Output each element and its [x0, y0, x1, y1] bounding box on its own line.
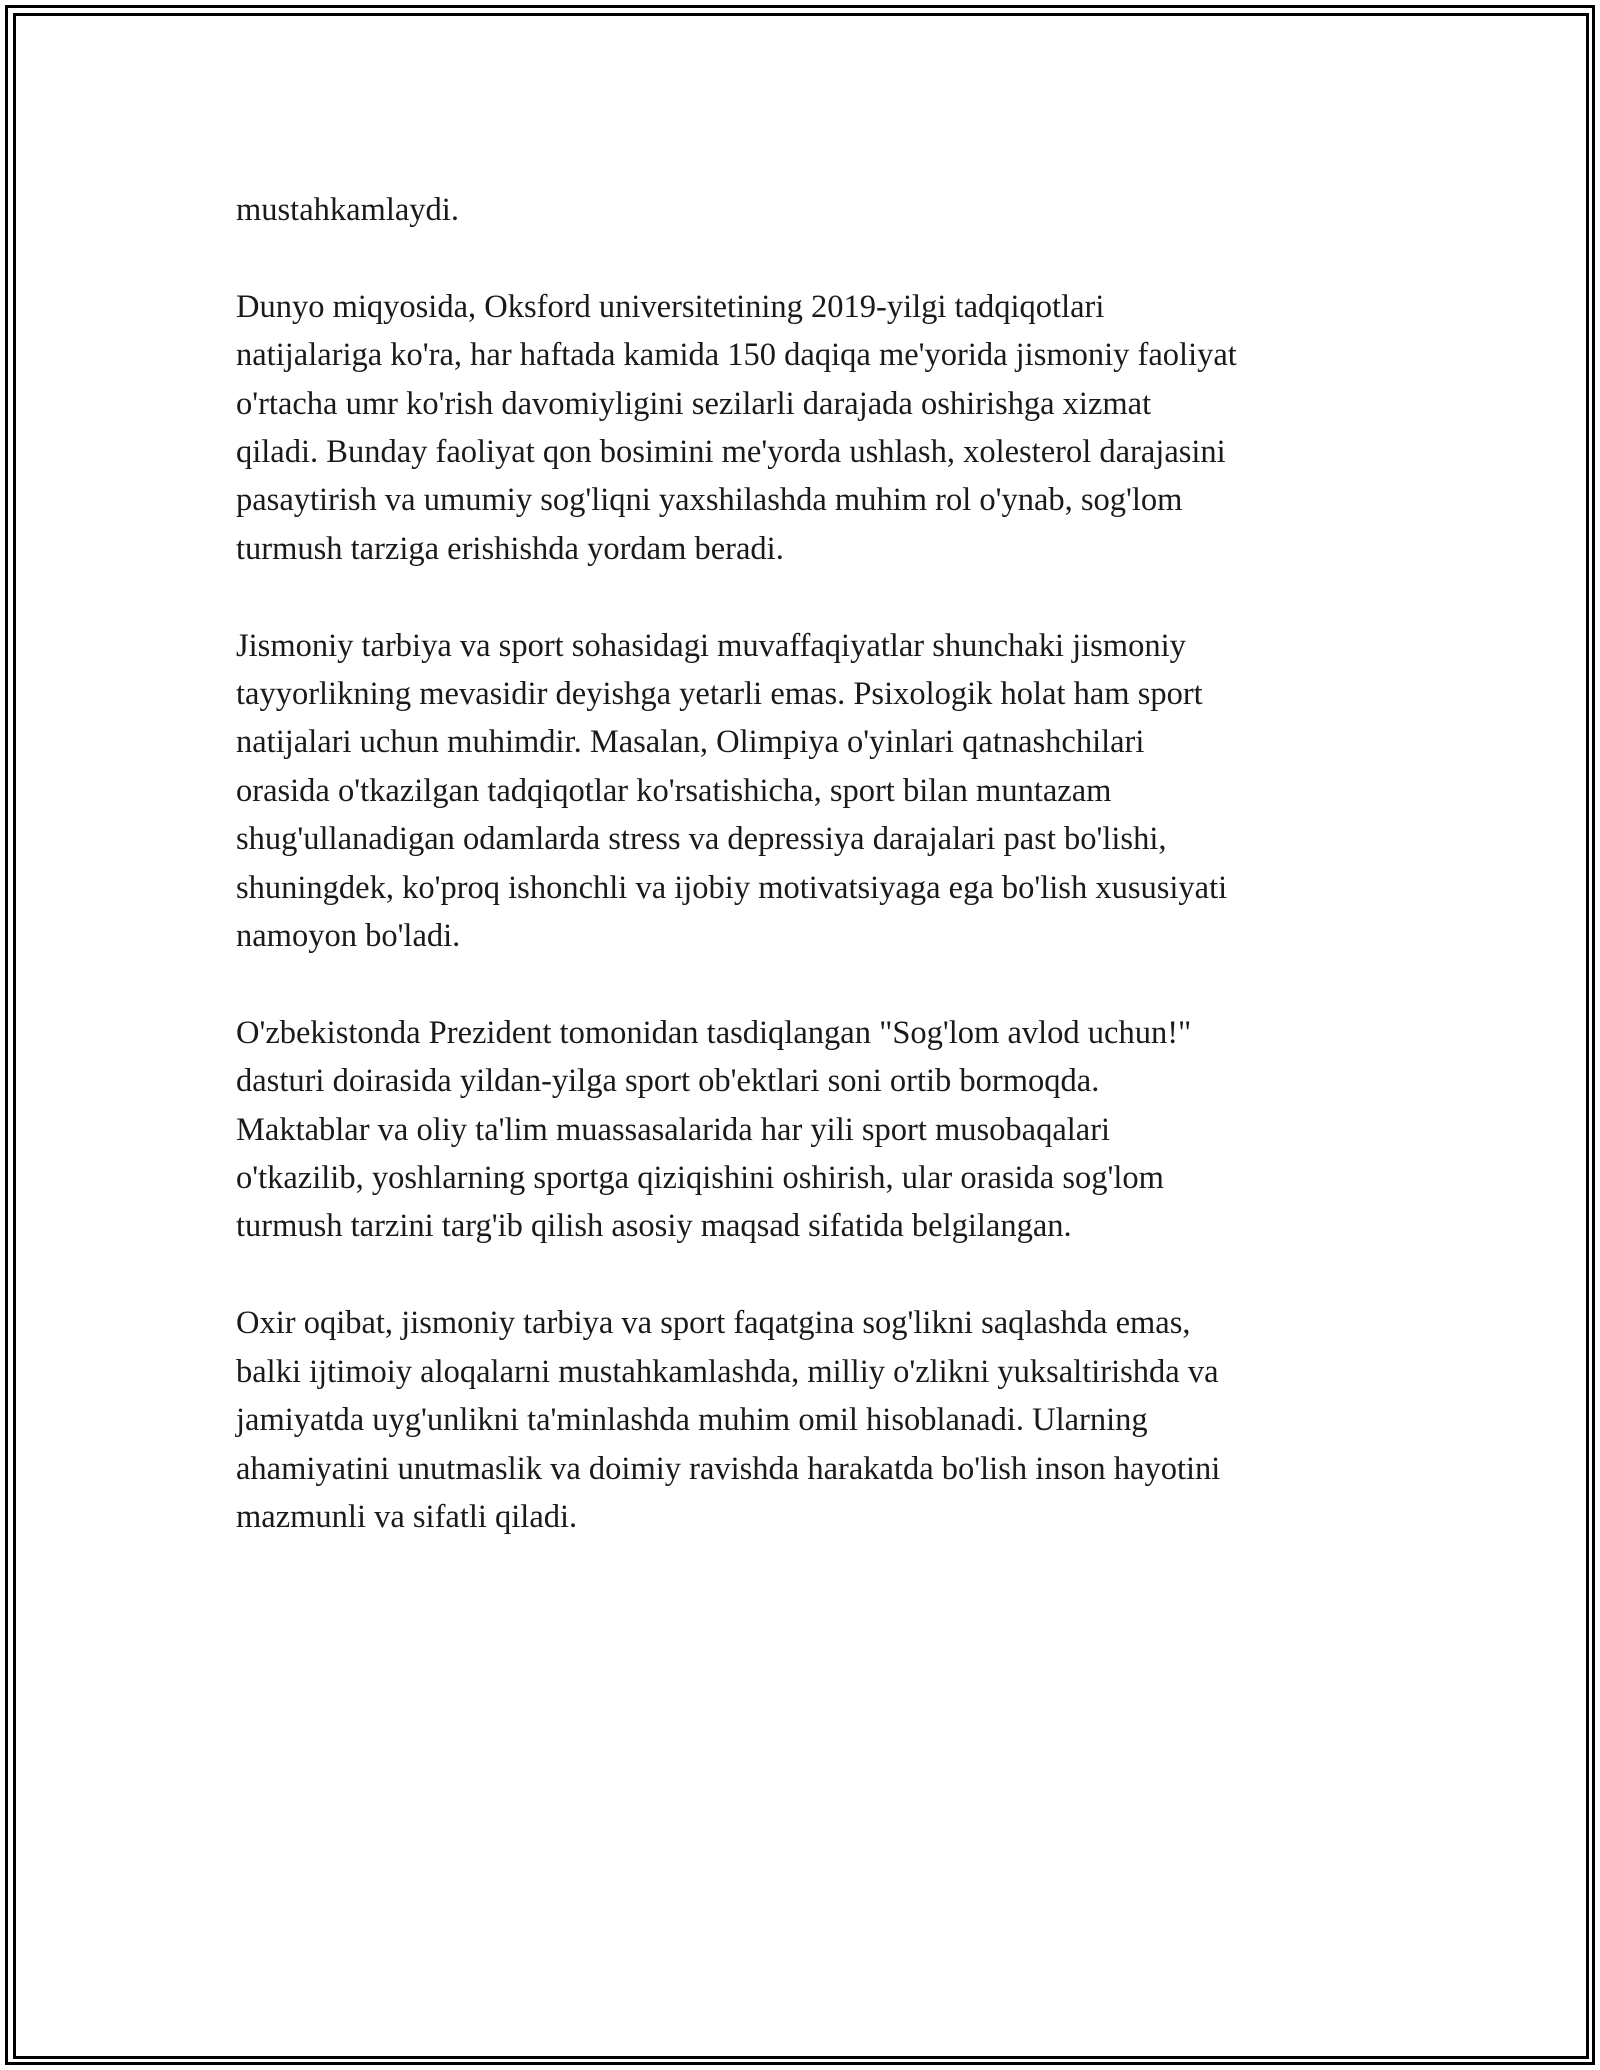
paragraph-uzbekistan-program: O'zbekistonda Prezident tomonidan tasdiqlangan "Sog'lom avlod uchun!" dasturi doirasida yildan-yilga sport ob'ektlari soni ortib bormoqda. Maktablar va oliy ta'lim muassasalarida har yili sport musobaqalari o'tkazilib, yoshlarning sportga qiziqishini oshirish, ular orasida sog'lom turmush tarzini targ'ib qilish asosiy maqsad sifatida belgilangan.	[236, 1014, 1192, 1245]
paragraph-oxford-study: Dunyo miqyosida, Oksford universitetining 2019-yilgi tadqiqotlari natijalariga ko'ra, har haftada kamida 150 daqiqa me'yorida jismoniy faoliyat o'rtacha umr ko'rish davomiyligini sezilarli darajada oshirishga xizmat qiladi. Bunday faoliyat qon bosimini me'yorda ushlash, xolesterol darajasini pasaytirish va umumiy sog'liqni yaxshilashda muhim rol o'ynab, sog'lom turmush tarziga erishishda yordam beradi.	[236, 288, 1237, 567]
paragraph-conclusion: Oxir oqibat, jismoniy tarbiya va sport faqatgina sog'likni saqlashda emas, balki ijtimoiy aloqalarni mustahkamlashda, milliy o'zlikni yuksaltirishda va jamiyatda uyg'unlikni ta'minlashda muhim omil hisoblanadi. Ularning ahamiyatini unutmaslik va doimiy ravishda harakatda bo'lish inson hayotini mazmunli va sifatli qiladi.	[236, 1305, 1221, 1535]
document-body	[236, 186, 1376, 1590]
paragraph-continuation: mustahkamlaydi.	[236, 192, 459, 228]
paragraph-psychology: Jismoniy tarbiya va sport sohasidagi muvaffaqiyatlar shunchaki jismoniy tayyorlikning mevasidir deyishga yetarli emas. Psixologik holat ham sport natijalari uchun muhimdir. Masalan, Olimpiya o'yinlari qatnashchilari orasida o'tkazilgan tadqiqotlar ko'rsatishicha, sport bilan muntazam shug'ullanadigan odamlarda stress va depressiya darajalari past bo'lishi, shuningdek, ko'proq ishonchli va ijobiy motivatsiyaga ega bo'lish xususiyati namoyon bo'ladi.	[236, 627, 1228, 955]
